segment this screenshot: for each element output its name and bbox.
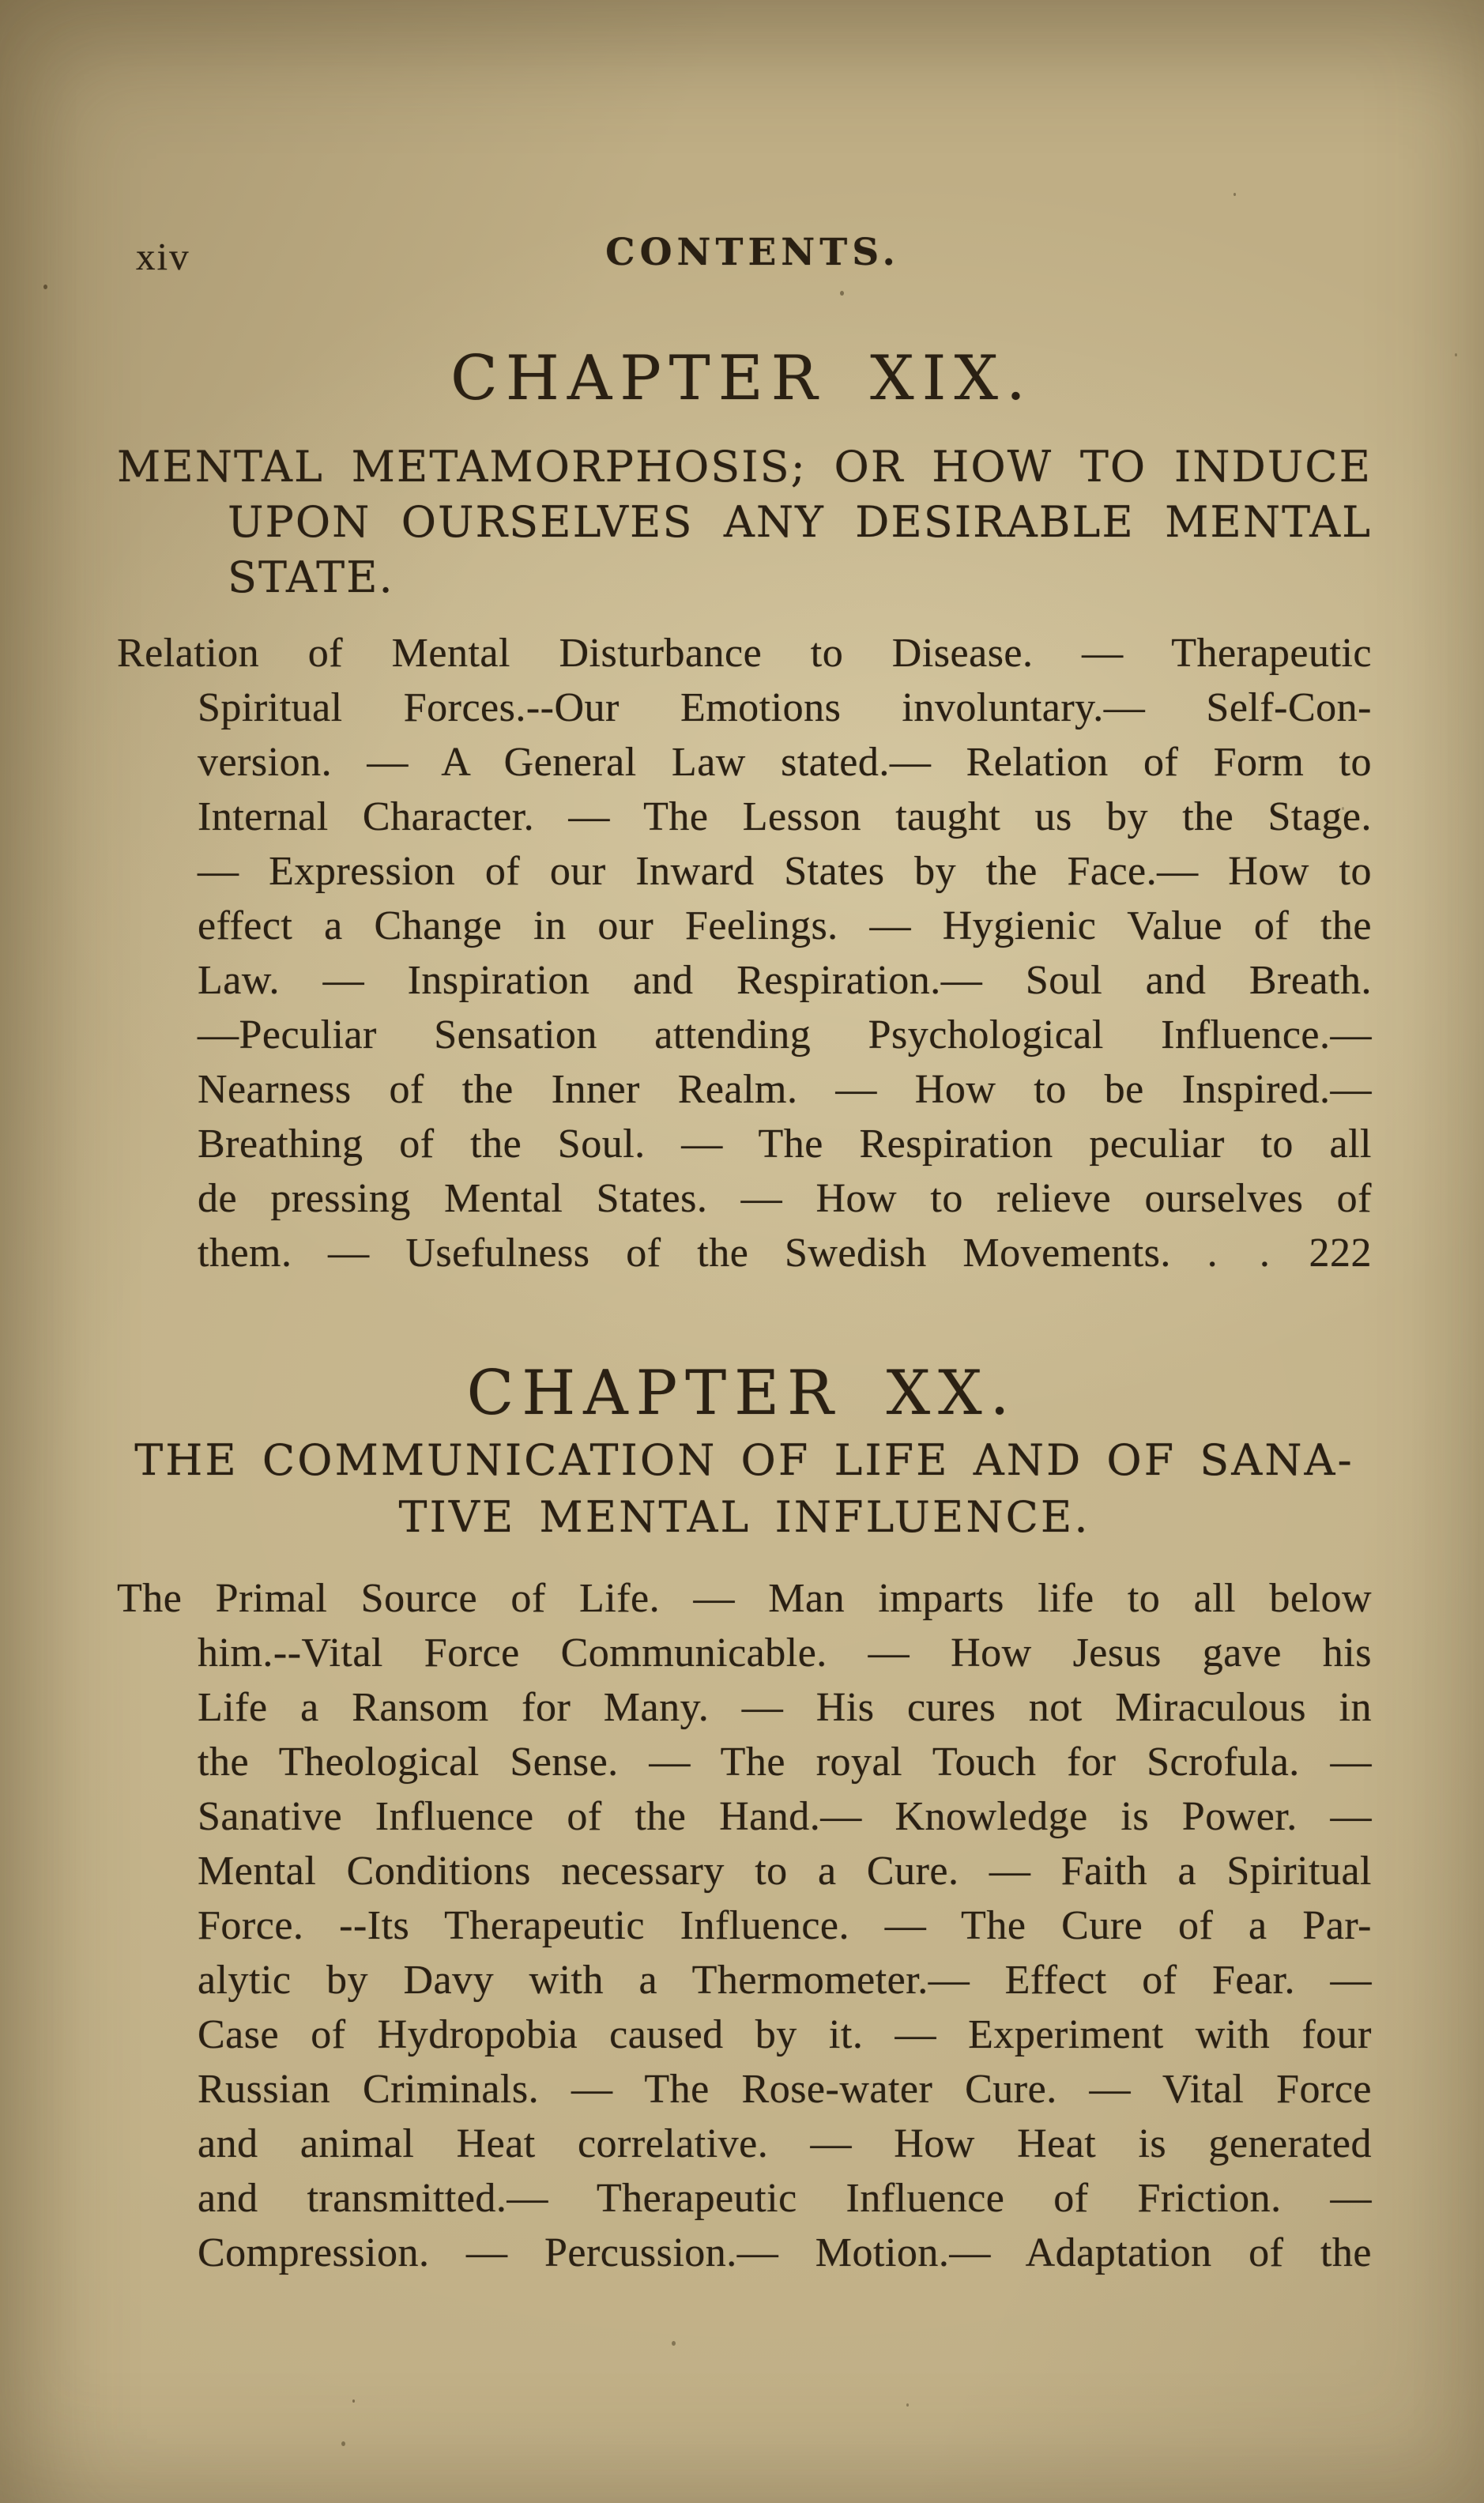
chapter-20-heading: CHAPTER XX. bbox=[466, 1358, 1018, 1429]
dot-leaders: . . bbox=[1207, 1231, 1273, 1276]
toc-line: him.--Vital Force Communicable. — How Jesus gave his bbox=[198, 1630, 1372, 1676]
toc-line: Mental Conditions necessary to a Cure. — Faith a Spiritual bbox=[198, 1849, 1372, 1894]
toc-line: —Peculiar Sensation attending Psychological Influence.— bbox=[198, 1012, 1372, 1057]
chapter-19-subtitle bbox=[117, 439, 1372, 605]
toc-line: Relation of Mental Disturbance to Disease. — Therapeutic bbox=[117, 631, 1372, 676]
chapter-19-heading: CHAPTER XIX. bbox=[450, 343, 1034, 414]
toc-line: Breathing of the Soul. — The Respiration peculiar to all bbox=[198, 1121, 1372, 1167]
toc-line: Russian Criminals. — The Rose-water Cure. — Vital Force bbox=[198, 2067, 1372, 2112]
toc-line: Life a Ransom for Many. — His cures not Miraculous in bbox=[198, 1685, 1372, 1730]
toc-line: Law. — Inspiration and Respiration.— Soul and Breath. bbox=[198, 958, 1372, 1003]
toc-line: and transmitted.— Therapeutic Influence of Friction. — bbox=[198, 2176, 1372, 2221]
paper-specks bbox=[43, 285, 47, 289]
toc-line: de pressing Mental States. — How to relieve ourselves of bbox=[198, 1176, 1372, 1221]
page-ref: 222 bbox=[1309, 1231, 1373, 1276]
toc-line: the Theological Sense. — The royal Touch for Scrofula. — bbox=[198, 1740, 1372, 1785]
subtitle-line: MENTAL METAMORPHOSIS; OR HOW TO INDUCE bbox=[117, 442, 1372, 492]
toc-line: Case of Hydropobia caused by it. — Experiment with four bbox=[198, 2012, 1372, 2057]
title-line: TIVE MENTAL INFLUENCE. bbox=[398, 1492, 1090, 1542]
page-number-folio: xiv bbox=[136, 235, 190, 278]
toc-line: Nearness of the Inner Realm. — How to be Inspired.— bbox=[198, 1067, 1372, 1112]
running-head: CONTENTS. bbox=[605, 231, 900, 274]
title-line: THE COMMUNICATION OF LIFE AND OF SANA- bbox=[134, 1435, 1354, 1485]
toc-line: Sanative Influence of the Hand.— Knowledge is Power. — bbox=[198, 1794, 1372, 1839]
toc-line: effect a Change in our Feelings. — Hygienic Value of the bbox=[198, 903, 1372, 948]
chapter-19-summary bbox=[117, 626, 1372, 1280]
toc-line: version. — A General Law stated.— Relation of Form to bbox=[198, 740, 1372, 785]
toc-line: alytic by Davy with a Thermometer.— Effect of Fear. — bbox=[198, 1958, 1372, 2003]
toc-line-with-page-ref bbox=[198, 1226, 1372, 1280]
subtitle-line: UPON OURSELVES ANY DESIRABLE MENTAL bbox=[228, 497, 1372, 547]
chapter-20-summary bbox=[117, 1571, 1372, 2280]
toc-line: Force. --Its Therapeutic Influence. — The Cure of a Par- bbox=[198, 1903, 1372, 1948]
chapter-20-title bbox=[117, 1432, 1372, 1546]
toc-line: The Primal Source of Life. — Man imparts life to all below bbox=[117, 1576, 1372, 1621]
running-header bbox=[136, 231, 1369, 278]
toc-line-text: them. — Usefulness of the Swedish Movements. bbox=[198, 1231, 1171, 1276]
subtitle-line: STATE. bbox=[228, 552, 394, 602]
toc-line: Compression. — Percussion.— Motion.— Adaptation of the bbox=[198, 2230, 1372, 2275]
toc-line: Internal Character. — The Lesson taught us by the Stage. bbox=[198, 794, 1372, 839]
toc-line: — Expression of our Inward States by the Face.— How to bbox=[198, 849, 1372, 894]
toc-line: and animal Heat correlative. — How Heat is generated bbox=[198, 2121, 1372, 2166]
toc-line: Spiritual Forces.--Our Emotions involuntary.— Self-Con- bbox=[198, 685, 1372, 730]
